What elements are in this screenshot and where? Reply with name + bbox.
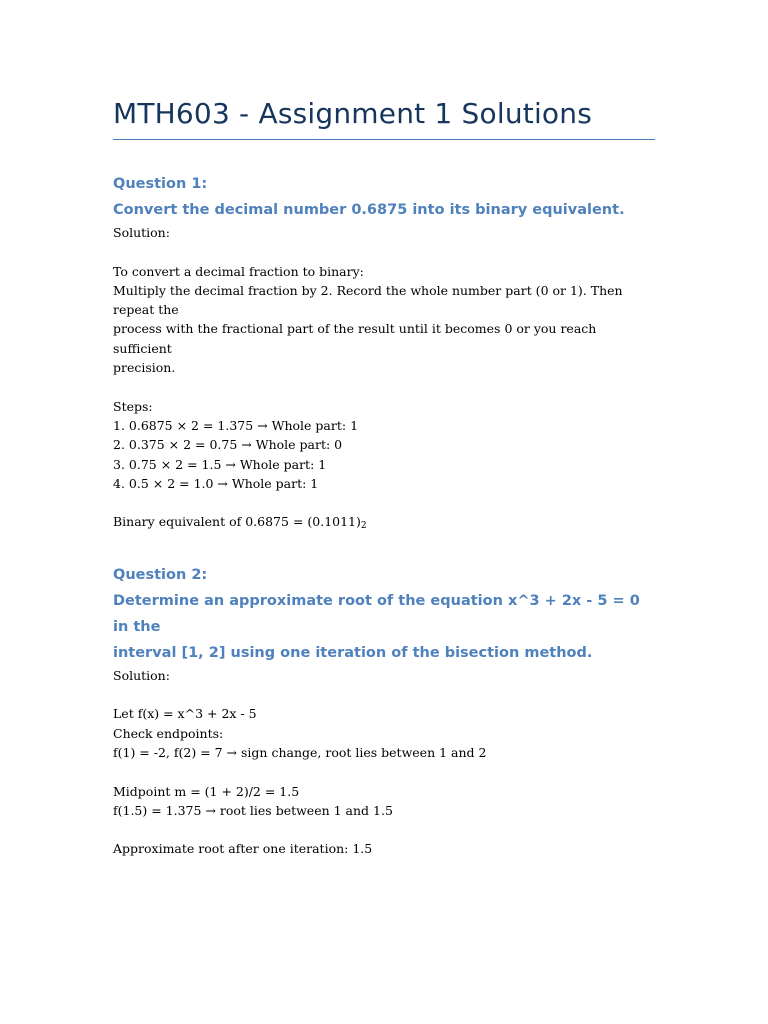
- binary-result-text: Binary equivalent of 0.6875 = (0.1011): [113, 514, 361, 530]
- endpoint-values: f(1) = -2, f(2) = 7 → sign change, root lies between 1 and 2: [113, 744, 487, 760]
- step-line: 1. 0.6875 × 2 = 1.375 → Whole part: 1: [113, 417, 359, 433]
- blank-line: [113, 820, 655, 839]
- binary-base-subscript: 2: [360, 521, 367, 532]
- blank-line: [113, 762, 655, 781]
- question-1-heading: Question 1:: [113, 176, 208, 192]
- question-2-heading: Question 2:: [113, 566, 208, 583]
- question-1-section: [113, 171, 655, 537]
- steps-label: Steps:: [113, 398, 153, 414]
- solution-label: Solution:: [113, 225, 170, 240]
- question-1-prompt: Convert the decimal number 0.6875 into its binary equivalent.: [113, 202, 625, 218]
- blank-line: [113, 493, 655, 512]
- step-line: 2. 0.375 × 2 = 0.75 → Whole part: 0: [113, 437, 343, 453]
- title-underline-rule: [113, 139, 655, 140]
- step-line: 4. 0.5 × 2 = 1.0 → Whole part: 1: [113, 475, 319, 491]
- check-endpoints-label: Check endpoints:: [113, 725, 224, 741]
- document-title: MTH603 - Assignment 1 Solutions: [113, 97, 592, 130]
- blank-line: [113, 685, 655, 704]
- solution-label: Solution:: [113, 667, 170, 683]
- midpoint-line: Midpoint m = (1 + 2)/2 = 1.5: [113, 783, 300, 799]
- method-line: process with the fractional part of the result until it becomes 0 or you reach sufficient: [113, 321, 597, 356]
- midpoint-evaluation: f(1.5) = 1.375 → root lies between 1 and 1.5: [113, 802, 393, 818]
- step-line: 3. 0.75 × 2 = 1.5 → Whole part: 1: [113, 456, 327, 472]
- question-2-solution: [113, 666, 655, 859]
- question-2-prompt-line: Determine an approximate root of the equation x^3 + 2x - 5 = 0 in the: [113, 592, 640, 635]
- question-2-section: [113, 562, 655, 859]
- blank-line: [113, 242, 655, 261]
- binary-result: [113, 512, 655, 536]
- document-content: [113, 92, 655, 859]
- question-2-prompt-line: interval [1, 2] using one iteration of the bisection method.: [113, 644, 593, 661]
- method-line: Multiply the decimal fraction by 2. Record the whole number part (0 or 1). Then repeat the: [113, 282, 623, 318]
- approximate-root-conclusion: Approximate root after one iteration: 1.5: [113, 841, 373, 857]
- blank-line: [113, 377, 655, 396]
- method-intro: To convert a decimal fraction to binary:: [113, 263, 364, 279]
- question-1-solution: [113, 223, 655, 537]
- question-2-prompt: [113, 588, 655, 666]
- method-line: precision.: [113, 360, 176, 376]
- function-definition: Let f(x) = x^3 + 2x - 5: [113, 706, 257, 722]
